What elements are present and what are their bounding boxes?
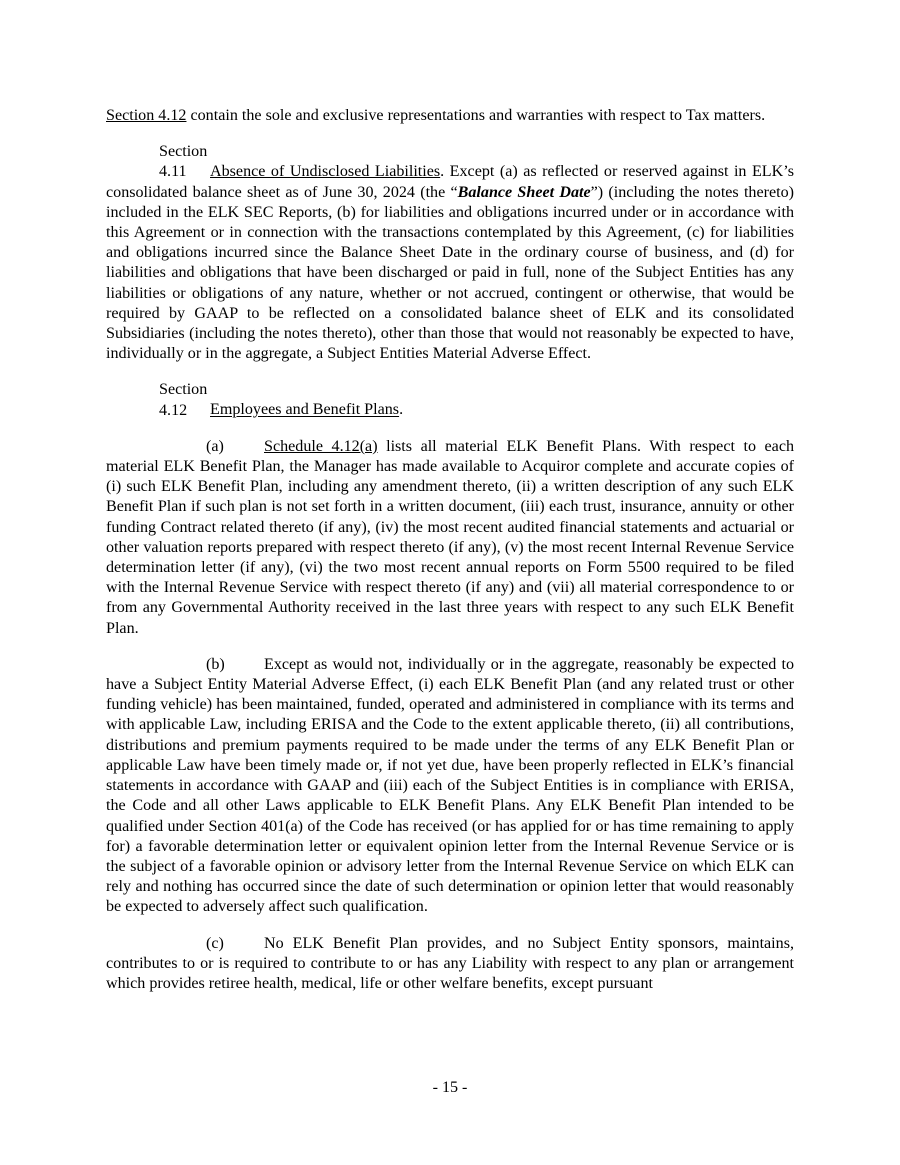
schedule-reference-link[interactable]: Schedule 4.12(a) bbox=[264, 437, 378, 455]
page-number: - 15 - bbox=[432, 1079, 468, 1096]
section-reference-link[interactable]: Section 4.12 bbox=[106, 107, 187, 124]
defined-term: Balance Sheet Date bbox=[457, 183, 591, 201]
subsection-a-paragraph bbox=[106, 437, 794, 639]
section-number: Section 4.11 bbox=[159, 143, 208, 181]
document-body bbox=[106, 106, 794, 1010]
section-heading: Absence of Undisclosed Liabilities bbox=[210, 163, 441, 181]
paragraph-text: Except as would not, individually or in the aggregate, reasonably be expected to have a Subject Entity Material Adverse Effect, (i) each ELK Benefit Plan (and any related trust or other funding vehicle) has been maintained, funded, operated and administered in compliance with its terms and with applicable Law, including ERISA and the Code to the extent applicable thereto, (ii) all contributions, distributions and premium payments required to be made under the terms of any ELK Benefit Plan or applicable Law have been timely made or, if not yet due, have been properly reflected in ELK’s financial statements in accordance with GAAP and (iii) each of the Subject Entities is in compliance with ERISA, the Code and all other Laws applicable to ELK Benefit Plans. Any ELK Benefit Plan intended to be qualified under Section 401(a) of the Code has received (or has applied for or has time remaining to apply for) a favorable determination letter or equivalent opinion letter from the Internal Revenue Service or is the subject of a favorable opinion or advisory letter from the Internal Revenue Service on which ELK can rely and nothing has occurred since the date of such determination or opinion letter that would reasonably be expected to adversely affect such qualification. bbox=[106, 655, 794, 916]
paragraph-text: ”) (including the notes thereto) included in the ELK SEC Reports, (b) for liabilities and obligations incurred under or in accordance with this Agreement or in connection with the transactions contemplated by this Agreement, (c) for liabilities and obligations incurred since the Balance Sheet Date in the ordinary course of business, and (d) for liabilities and obligations that have been discharged or paid in full, none of the Subject Entities has any liabilities or obligations of any nature, whether or not accrued, contingent or otherwise, that would be required by GAAP to be reflected on a consolidated balance sheet of ELK and its consolidated Subsidiaries (including the notes thereto), other than those that would not reasonably be expected to have, individually or in the aggregate, a Subject Entities Material Adverse Effect. bbox=[106, 183, 794, 363]
paragraph-text: contain the sole and exclusive representations and warranties with respect to Tax matters. bbox=[186, 107, 766, 124]
section-4-12-heading-paragraph bbox=[106, 380, 794, 420]
paragraph-text: lists all material ELK Benefit Plans. With respect to each material ELK Benefit Plan, the Manager has made available to Acquiror complete and accurate copies of (i) such ELK Benefit Plan, including any amendment thereto, (ii) a written description of any such ELK Benefit Plan if such plan is not set forth in a written document, (iii) each trust, insurance, annuity or other funding Contract related thereto (if any), (iv) the most recent audited financial statements and actuarial or other valuation reports prepared with respect thereto (if any), (v) the most recent Internal Revenue Service determination letter (if any), (vi) the two most recent annual reports on Form 5500 required to be filed with the Internal Revenue Service with respect thereto (if any) and (vii) all material correspondence to or from any Governmental Authority received in the last three years with respect to any such ELK Benefit Plan. bbox=[106, 437, 795, 637]
subsection-label: (c) bbox=[206, 934, 224, 952]
subsection-b-paragraph bbox=[106, 655, 794, 918]
section-heading: Employees and Benefit Plans bbox=[210, 401, 400, 419]
paragraph-text: No ELK Benefit Plan provides, and no Subject Entity sponsors, maintains, contributes to or is required to contribute to or has any Liability with respect to any plan or arrangement which provides retiree health, medical, life or other welfare benefits, except pursuant bbox=[106, 934, 794, 992]
heading-period: . bbox=[399, 401, 404, 419]
paragraph-continuation bbox=[106, 106, 794, 126]
subsection-label: (b) bbox=[206, 655, 225, 673]
paragraph-text: . Except (a) as reflected or reserved against in ELK’s consolidated balance sheet as of June 30, 2024 (the “ bbox=[106, 163, 794, 201]
subsection-label: (a) bbox=[206, 437, 224, 455]
subsection-c-paragraph bbox=[106, 934, 794, 995]
section-number: Section 4.12 bbox=[159, 381, 208, 419]
section-4-11-paragraph bbox=[106, 142, 794, 364]
